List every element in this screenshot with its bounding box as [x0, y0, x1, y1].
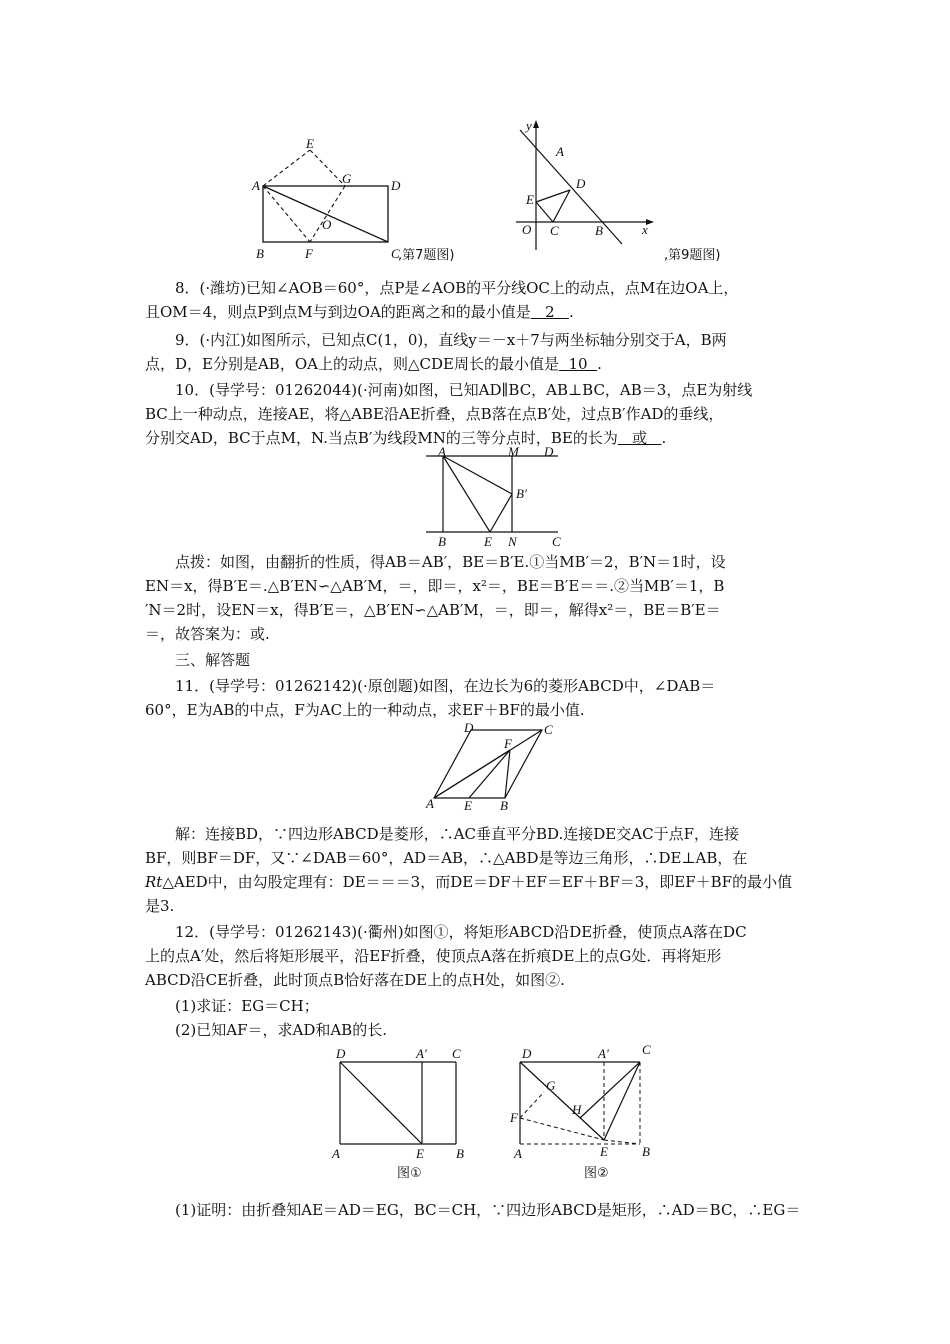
q12-part-2: (2)已知AF＝，求AD和AB的长.: [175, 1021, 387, 1039]
q11-solution-2: BF，则BF＝DF，又∵∠DAB＝60°，AD＝AB，∴△ABD是等边三角形，∴DE⊥AB，在: [145, 849, 748, 867]
fig7-label-c: C: [391, 246, 400, 260]
fig9-label-b: B: [595, 223, 603, 238]
figure-12-1-caption: 图①: [397, 1166, 422, 1181]
q10-line-1: 10．(导学号：01262044)(·河南)如图，已知AD∥BC，AB⊥BC，AB＝3，点E为射线: [175, 381, 753, 399]
fig12-2-label-aprime: A′: [598, 1046, 609, 1061]
q9-answer: 10: [558, 355, 598, 373]
fig9-label-e: E: [526, 192, 534, 207]
q11-solution-3-text: △AED中，由勾股定理有：DE＝＝＝3，而DE＝DF＋EF＝EF＋BF＝3，即EF＋BF的最小值: [162, 873, 793, 891]
q10-line-2: BC上一种动点，连接AE，将△ABE沿AE折叠，点B落在点B′处，过点B′作AD的垂线，: [145, 405, 724, 423]
fig12-2-label-b: B: [642, 1144, 650, 1159]
fig12-1-label-b: B: [456, 1146, 464, 1161]
fig9-label-o: O: [522, 222, 532, 237]
fig12-2-label-e: E: [600, 1144, 608, 1159]
figure-7: [248, 134, 498, 260]
fig10-label-e: E: [484, 534, 492, 548]
fig12-2-label-c: C: [642, 1042, 651, 1057]
q10-line-3-end: .: [661, 429, 667, 447]
hint-line-2: EN＝x，得B′E＝.△B′EN∽△AB′M，＝，即＝，x²＝，BE＝B′E＝＝.②当MB′＝1，B: [145, 577, 725, 595]
q9-line-1: 9．(·内江)如图所示，已知点C(1，0)，直线y＝－x＋7与两坐标轴分别交于A，B两: [175, 331, 727, 349]
q11-solution-3: [145, 872, 792, 892]
q11-solution-1: 解：连接BD，∵四边形ABCD是菱形，∴AC垂直平分BD.连接DE交AC于点F，连接: [175, 825, 739, 843]
fig12-1-label-aprime: A′: [416, 1046, 427, 1061]
figure-7-caption: ,第7题图): [398, 248, 455, 263]
fig11-label-f: F: [504, 736, 512, 751]
fig10-label-m: M: [508, 446, 519, 459]
figure-12-2-caption: 图②: [584, 1166, 609, 1181]
fig9-label-d: D: [576, 176, 586, 191]
q10-answer: 或: [617, 429, 662, 447]
q8-answer: 2: [530, 303, 569, 321]
fig10-label-c: C: [552, 534, 561, 548]
fig12-2-label-g: G: [546, 1078, 556, 1093]
fig11-label-a: A: [426, 796, 434, 811]
fig9-label-c: C: [550, 223, 559, 238]
q11-solution-3-rt: Rt: [145, 873, 163, 891]
hint-line-1: 点拨：如图，由翻折的性质，得AB＝AB′，BE＝B′E.①当MB′＝2，B′N＝1时，设: [175, 553, 726, 571]
fig10-label-bprime: B′: [516, 486, 527, 501]
fig12-2-label-a: A: [514, 1146, 522, 1161]
fig10-label-b: B: [438, 534, 446, 548]
q12-line-2: 上的点A′处，然后将矩形展平，沿EF折叠，使顶点A落在折痕DE上的点G处．再将矩形: [145, 947, 722, 965]
fig12-2-label-d: D: [522, 1046, 532, 1061]
figure-9-caption: ,第9题图): [664, 248, 721, 263]
fig9-label-a: A: [556, 144, 564, 159]
fig12-1-label-a: A: [332, 1146, 340, 1161]
figure-10: [416, 446, 566, 548]
q8-line-2-text: 且OM＝4，则点P到点M与到边OA的距离之和的最小值是: [145, 303, 531, 321]
fig12-2-label-f: F: [510, 1110, 518, 1125]
fig7-label-b: B: [256, 246, 264, 260]
fig11-label-c: C: [544, 722, 553, 737]
q11-line-1: 11．(导学号：01262142)(·原创题)如图，在边长为6的菱形ABCD中，∠DAB＝: [175, 677, 716, 695]
q11-solution-4: 是3.: [145, 897, 175, 915]
q9-line-2-text: 点，D，E分别是AB，OA上的动点，则△CDE周长的最小值是: [145, 355, 559, 373]
fig7-label-a: A: [252, 178, 260, 193]
fig11-label-e: E: [464, 798, 472, 812]
q10-line-3-text: 分别交AD，BC于点M，N.当点B′为线段MN的三等分点时，BE的长为: [145, 429, 618, 447]
q9-line-2: [145, 354, 602, 374]
fig7-label-f: F: [305, 246, 313, 260]
fig7-label-e: E: [306, 136, 314, 151]
fig10-label-d: D: [544, 446, 554, 459]
hint-line-4: ＝，故答案为：或.: [145, 625, 270, 643]
fig9-label-y: y: [526, 118, 532, 133]
fig7-label-d: D: [391, 178, 401, 193]
fig11-label-b: B: [500, 798, 508, 812]
fig12-1-label-e: E: [416, 1146, 424, 1161]
figure-9: [508, 118, 668, 256]
q12-line-1: 12．(导学号：01262143)(·衢州)如图①，将矩形ABCD沿DE折叠，使顶点A落在DC: [175, 923, 747, 941]
fig10-label-n: N: [508, 534, 517, 548]
figure-11: [424, 720, 564, 812]
q8-line-2-end: .: [568, 303, 574, 321]
fig12-1-label-d: D: [336, 1046, 346, 1061]
q8-line-2: [145, 302, 574, 322]
q10-line-3: [145, 428, 666, 448]
q11-line-2: 60°，E为AB的中点，F为AC上的一种动点，求EF＋BF的最小值.: [145, 701, 585, 719]
section-heading: 三、解答题: [175, 651, 251, 669]
figure-12-1: [328, 1040, 478, 1162]
fig12-2-label-h: H: [572, 1102, 582, 1117]
fig10-label-a: A: [438, 446, 446, 459]
hint-line-3: ′N＝2时，设EN＝x，得B′E＝，△B′EN∽△AB′M，＝，即＝，解得x²＝，BE＝B′E＝: [145, 601, 721, 619]
q12-proof-line-1: (1)证明：由折叠知AE＝AD＝EG，BC＝CH，∵四边形ABCD是矩形，∴AD＝BC，∴EG＝: [175, 1201, 801, 1219]
fig7-label-g: G: [342, 171, 352, 186]
q12-line-3: ABCD沿CE折叠，此时顶点B恰好落在DE上的点H处，如图②.: [145, 971, 565, 989]
fig9-label-x: x: [642, 222, 648, 237]
q12-part-1: (1)求证：EG＝CH；: [175, 997, 319, 1015]
fig11-label-d: D: [464, 720, 474, 735]
fig7-label-o: O: [322, 217, 332, 232]
figure-12-2: [508, 1040, 658, 1162]
q8-line-1: 8．(·潍坊)已知∠AOB＝60°，点P是∠AOB的平分线OC上的动点，点M在边OA上，: [175, 279, 739, 297]
q9-line-2-end: .: [597, 355, 602, 373]
fig12-1-label-c: C: [452, 1046, 461, 1061]
